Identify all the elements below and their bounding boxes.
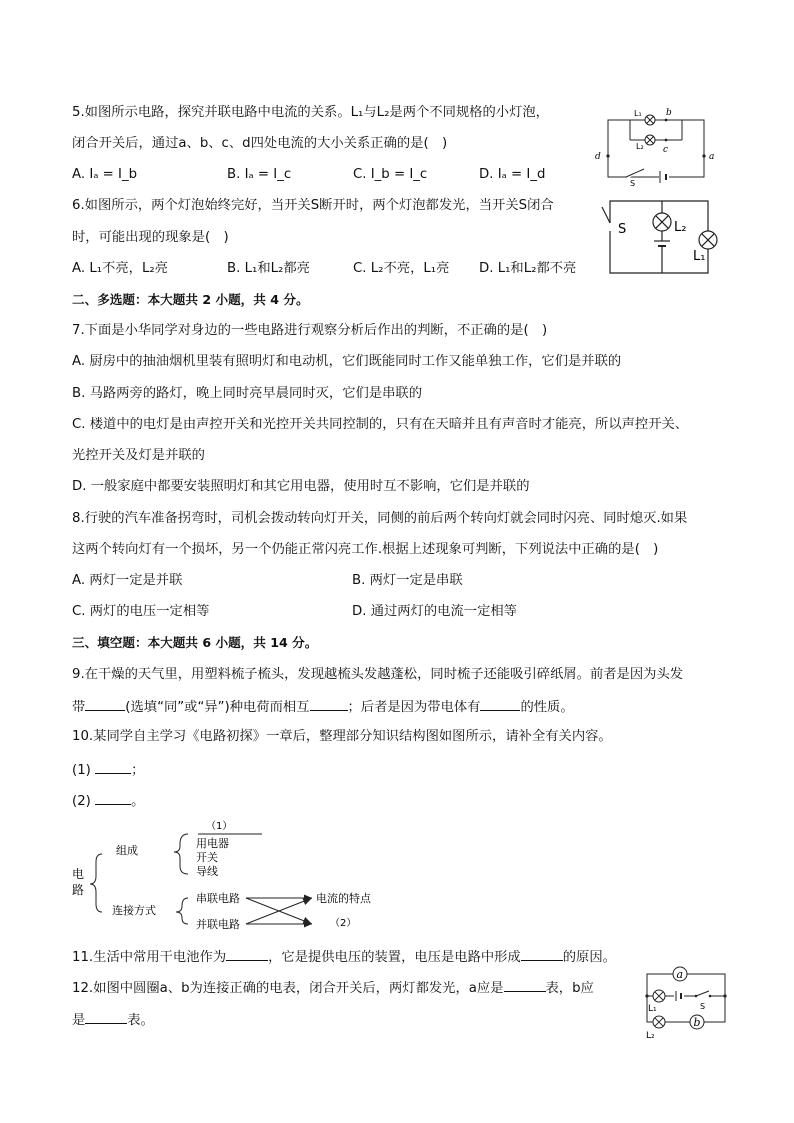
q10-label-2: (2) bbox=[72, 794, 91, 809]
q7-option-d[interactable]: D. 一般家庭中都要安装照明灯和其它用电器，使用时互不影响，它们是并联的 bbox=[72, 479, 530, 494]
q10-diagram-item-3: 导线 bbox=[196, 865, 218, 878]
q12-text-4: 表。 bbox=[127, 1013, 154, 1028]
q5-option-a[interactable]: A. Iₐ = I_b bbox=[72, 167, 138, 182]
q10-diagram-item-2: 开关 bbox=[196, 851, 218, 864]
q12-fig-l1: L₁ bbox=[648, 1004, 657, 1014]
q10-diagram-current: 电流的特点 bbox=[316, 892, 371, 905]
q6-line1: 6.如图所示，两个灯泡始终完好，当开关S断开时，两个灯泡都发光，当开关S闭合 bbox=[72, 198, 554, 213]
q8-option-a[interactable]: A. 两灯一定是并联 bbox=[72, 573, 183, 588]
q5-option-c[interactable]: C. I_b = I_c bbox=[353, 167, 428, 182]
q10-period: 。 bbox=[131, 794, 145, 809]
q11-text-1: 11.生活中常用干电池作为 bbox=[72, 950, 227, 965]
q12-line1 bbox=[72, 977, 594, 999]
q11-text-2: ，它是提供电压的装置，电压是电路中形成 bbox=[268, 950, 521, 965]
q8-option-c[interactable]: C. 两灯的电压一定相等 bbox=[72, 604, 210, 619]
q11-blank-2[interactable] bbox=[521, 946, 563, 961]
q12-line2 bbox=[72, 1009, 154, 1031]
q5-fig-d: d bbox=[595, 152, 601, 162]
q12-circuit-figure bbox=[640, 962, 732, 1040]
q6-fig-l2: L₂ bbox=[674, 220, 687, 235]
q6-option-a[interactable]: A. L₁不亮，L₂亮 bbox=[72, 261, 168, 276]
q9-blank-1[interactable] bbox=[85, 696, 125, 711]
q5-fig-c: c bbox=[663, 145, 669, 155]
q7-option-a[interactable]: A. 厨房中的抽油烟机里装有照明灯和电动机，它们既能同时工作又能单独工作，它们是并联的 bbox=[72, 354, 622, 369]
q10-diagram-item-1: 用电器 bbox=[196, 837, 229, 850]
q10-label-1: (1) bbox=[72, 763, 91, 778]
q10-diagram-root-char-2: 路 bbox=[72, 883, 85, 897]
q9-blank-2[interactable] bbox=[310, 696, 348, 711]
q9-text-3: ；后者是因为带电体有 bbox=[347, 700, 481, 715]
q12-fig-s: S bbox=[700, 1002, 706, 1011]
q5-circuit-figure bbox=[592, 102, 728, 188]
q9-line1: 9.在干燥的天气里，用塑料梳子梳头，发现越梳头发越蓬松，同时梳子还能吸引碎纸屑。前者是因为头发 bbox=[72, 667, 684, 682]
q10-answer-1 bbox=[72, 759, 144, 781]
q10-diagram-blank2: （2） bbox=[330, 918, 357, 929]
q5-option-d[interactable]: D. Iₐ = I_d bbox=[479, 167, 546, 182]
q5-fig-a: a bbox=[709, 152, 715, 162]
q7-option-c-line2[interactable]: 光控开关及灯是并联的 bbox=[72, 448, 205, 463]
q9-text-4: 的性质。 bbox=[520, 700, 574, 715]
q10-diagram-series: 串联电路 bbox=[196, 892, 240, 905]
q10-diagram-root bbox=[72, 866, 88, 897]
q9-line2 bbox=[72, 696, 574, 718]
q12-blank-2[interactable] bbox=[85, 1009, 127, 1024]
q12-text-1: 12.如图中圆圈a、b为连接正确的电表，闭合开关后，两灯都发光，a应是 bbox=[72, 981, 504, 996]
section-3-heading: 三、填空题：本大题共 6 小题，共 14 分。 bbox=[72, 635, 318, 650]
q5-option-b[interactable]: B. Iₐ = I_c bbox=[227, 167, 292, 182]
q8-option-b[interactable]: B. 两灯一定是串联 bbox=[352, 573, 463, 588]
q10-semicolon: ； bbox=[131, 763, 145, 778]
q7-option-b[interactable]: B. 马路两旁的路灯，晚上同时亮早晨同时灭，它们是串联的 bbox=[72, 386, 422, 401]
q11-text-3: 的原因。 bbox=[562, 950, 616, 965]
q12-text-2: 表，b应 bbox=[545, 981, 594, 996]
q7-stem: 7.下面是小华同学对身边的一些电路进行观察分析后作出的判断，不正确的是( ) bbox=[72, 323, 548, 338]
q12-blank-1[interactable] bbox=[504, 977, 546, 992]
q10-stem: 10.某同学自主学习《电路初探》一章后，整理部分知识结构图如图所示，请补全有关内容。 bbox=[72, 729, 612, 744]
q10-answer-2 bbox=[72, 790, 144, 812]
q10-diagram-root-char-1: 电 bbox=[72, 867, 85, 881]
q10-blank-2[interactable] bbox=[95, 790, 131, 805]
q8-line1: 8.行驶的汽车准备拐弯时，司机会拨动转向灯开关，同侧的前后两个转向灯就会同时闪亮、同时熄灭.如果 bbox=[72, 511, 688, 526]
q10-diagram-connection: 连接方式 bbox=[112, 904, 156, 917]
q10-diagram-blank1: （1） bbox=[206, 821, 233, 832]
q8-line2: 这两个转向灯有一个损坏，另一个仍能正常闪亮工作.根据上述现象可判断，下列说法中正确的是( ) bbox=[72, 542, 659, 557]
q5-fig-b: b bbox=[666, 108, 672, 118]
q6-option-b[interactable]: B. L₁和L₂都亮 bbox=[227, 261, 310, 276]
q9-text-2: (选填“同”或“异”)种电荷而相互 bbox=[125, 700, 310, 715]
q6-option-c[interactable]: C. L₂不亮，L₁亮 bbox=[353, 261, 450, 276]
q5-fig-s: S bbox=[630, 179, 636, 188]
q5-line1: 5.如图所示电路，探究并联电路中电流的关系。L₁与L₂是两个不同规格的小灯泡， bbox=[72, 105, 549, 120]
q8-option-d[interactable]: D. 通过两灯的电流一定相等 bbox=[352, 604, 517, 619]
q5-fig-l1: L₁ bbox=[634, 109, 642, 118]
q10-blank-1[interactable] bbox=[95, 759, 131, 774]
q12-fig-b: b bbox=[693, 1016, 701, 1029]
q5-line2: 闭合开关后，通过a、b、c、d四处电流的大小关系正确的是( ) bbox=[72, 136, 448, 151]
q12-fig-a: a bbox=[676, 968, 684, 981]
section-2-heading: 二、多选题：本大题共 2 小题，共 4 分。 bbox=[72, 292, 309, 307]
q9-blank-3[interactable] bbox=[480, 696, 520, 711]
q10-diagram-composition: 组成 bbox=[116, 844, 138, 857]
q11-line bbox=[72, 946, 616, 968]
q12-fig-l2: L₂ bbox=[646, 1031, 655, 1040]
q6-fig-s: S bbox=[618, 222, 627, 237]
q10-knowledge-diagram bbox=[66, 814, 406, 940]
q6-line2: 时，可能出现的现象是( ) bbox=[72, 230, 229, 245]
q6-option-d[interactable]: D. L₁和L₂都不亮 bbox=[479, 261, 577, 276]
q7-option-c-line1[interactable]: C. 楼道中的电灯是由声控开关和光控开关共同控制的，只有在天暗并且有声音时才能亮，所以声控开关、 bbox=[72, 417, 689, 432]
q10-diagram-parallel: 并联电路 bbox=[196, 918, 240, 931]
q5-fig-l2: L₂ bbox=[636, 142, 644, 151]
q6-circuit-figure bbox=[596, 193, 726, 283]
q12-text-3: 是 bbox=[72, 1013, 86, 1028]
q6-fig-l1: L₁ bbox=[693, 249, 706, 264]
q11-blank-1[interactable] bbox=[226, 946, 268, 961]
q9-text-1: 带 bbox=[72, 700, 86, 715]
